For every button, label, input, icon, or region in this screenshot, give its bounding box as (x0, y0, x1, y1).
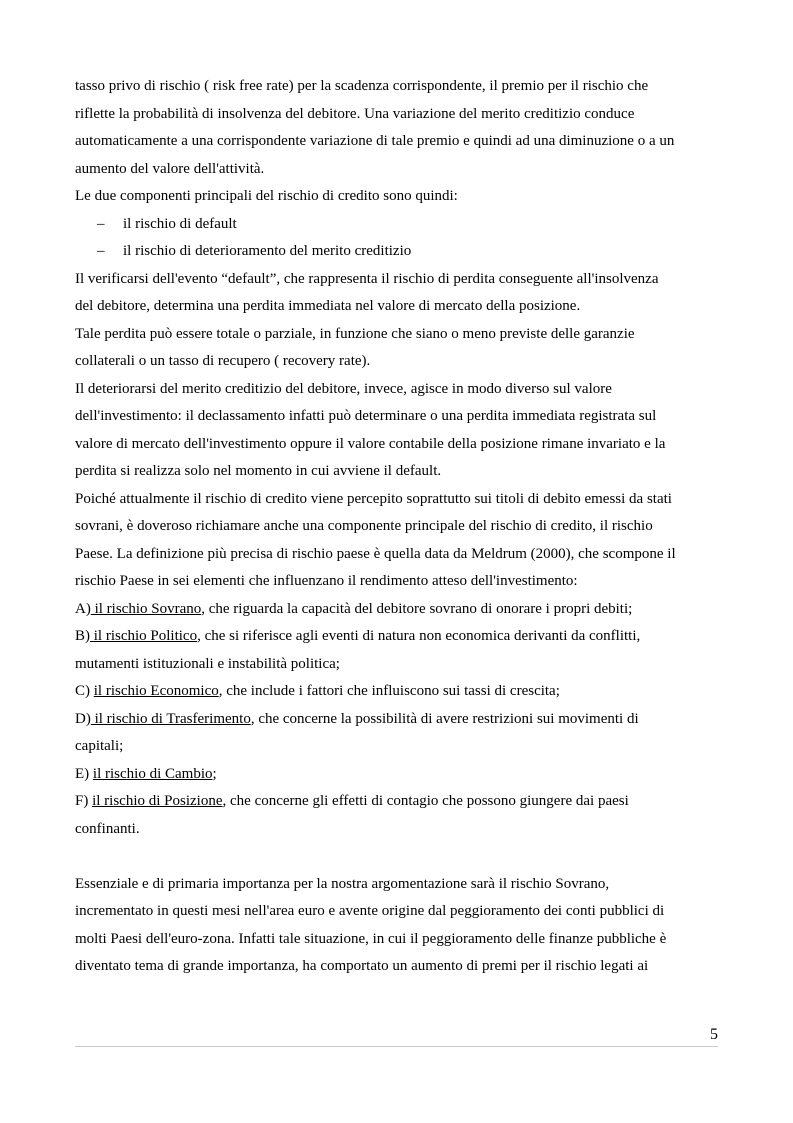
footer-divider (75, 1046, 718, 1047)
page-number: 5 (710, 1026, 718, 1043)
list-item-b-cont: mutamenti istituzionali e instabilità politica; (75, 655, 340, 672)
text-line: molti Paesi dell'euro-zona. Infatti tale situazione, in cui il peggioramento delle finanze pubbliche è (75, 930, 667, 947)
list-item-a (75, 596, 725, 624)
list-text: , che riguarda la capacità del debitore sovrano di onorare i propri debiti; (201, 600, 633, 617)
list-prefix: D) (75, 710, 91, 727)
list-item-b (75, 623, 725, 651)
list-text: , che include i fattori che influiscono sui tassi di crescita; (218, 683, 560, 699)
bullet-item (75, 238, 725, 266)
text-line: Tale perdita può essere totale o parziale, in funzione che siano o meno previste delle garanzie (75, 325, 635, 342)
dash-marker: – (97, 215, 105, 232)
list-text: , che concerne la possibilità di avere restrizioni sui movimenti di (250, 710, 639, 727)
text-line: diventato tema di grande importanza, ha comportato un aumento di premi per il rischio legati ai (75, 958, 649, 974)
list-term: il rischio di Trasferimento (90, 710, 251, 727)
list-term: il rischio Economico (93, 683, 219, 699)
list-item-c (75, 678, 725, 706)
text-line: Essenziale e di primaria importanza per la nostra argomentazione sarà il rischio Sovrano, (75, 875, 610, 892)
text-line: valore di mercato dell'investimento oppure il valore contabile della posizione rimane invariato e la (75, 435, 666, 452)
list-term: il rischio di Posizione (92, 793, 223, 809)
text-line: perdita si realizza solo nel momento in cui avviene il default. (75, 463, 442, 479)
list-prefix: E) (75, 765, 93, 782)
text-line: incrementato in questi mesi nell'area euro e avente origine dal peggioramento dei conti pubblici di (75, 903, 665, 919)
list-prefix: A) (75, 600, 91, 617)
list-text: , che concerne gli effetti di contagio che possono giungere dai paesi (222, 793, 629, 809)
bullet-item (75, 211, 725, 239)
page-body (75, 73, 725, 981)
text-line: Paese. La definizione più precisa di rischio paese è quella data da Meldrum (2000), che scompone il (75, 545, 676, 562)
text-line: Le due componenti principali del rischio di credito sono quindi: (75, 188, 458, 204)
text-line: automaticamente a una corrispondente variazione di tale premio e quindi ad una diminuzione o a un (75, 133, 675, 149)
text-line: Poiché attualmente il rischio di credito viene percepito soprattutto sui titoli di debito emessi da stati (75, 490, 672, 507)
list-item-e (75, 761, 725, 789)
text-line: aumento del valore dell'attività. (75, 160, 265, 177)
list-item-d-cont: capitali; (75, 738, 124, 754)
text-line: Il deteriorarsi del merito creditizio del debitore, invece, agisce in modo diverso sul valore (75, 380, 612, 397)
list-prefix: C) (75, 683, 94, 699)
text-line: sovrani, è doveroso richiamare anche una componente principale del rischio di credito, il rischio (75, 518, 653, 534)
dash-marker: – (97, 243, 105, 259)
text-line: tasso privo di rischio ( risk free rate) per la scadenza corrispondente, il premio per il rischio che (75, 78, 649, 94)
list-text: , che si riferisce agli eventi di natura non economica derivanti da conflitti, (197, 628, 641, 644)
list-prefix: B) (75, 628, 90, 644)
paragraph-gap (75, 843, 725, 871)
text-line: Il verificarsi dell'evento “default”, che rappresenta il rischio di perdita conseguente all'insolvenza (75, 270, 659, 287)
list-prefix: F) (75, 793, 93, 809)
list-item-f (75, 788, 725, 816)
list-text: ; (212, 765, 217, 782)
bullet-text: il rischio di default (123, 215, 237, 232)
list-item-f-cont: confinanti. (75, 820, 140, 837)
bullet-text: il rischio di deterioramento del merito creditizio (123, 243, 412, 259)
text-line: del debitore, determina una perdita immediata nel valore di mercato della posizione. (75, 298, 581, 314)
text-line: rischio Paese in sei elementi che influenzano il rendimento atteso dell'investimento: (75, 573, 578, 589)
list-term: il rischio di Cambio (92, 765, 213, 782)
text-line: riflette la probabilità di insolvenza del debitore. Una variazione del merito creditizio conduce (75, 105, 635, 122)
list-term: il rischio Politico (90, 628, 198, 644)
text-line: dell'investimento: il declassamento infatti può determinare o una perdita immediata registrata sul (75, 408, 657, 424)
list-item-d (75, 706, 725, 734)
text-line: collaterali o un tasso di recupero ( recovery rate). (75, 353, 371, 369)
list-term: il rischio Sovrano (90, 600, 202, 617)
